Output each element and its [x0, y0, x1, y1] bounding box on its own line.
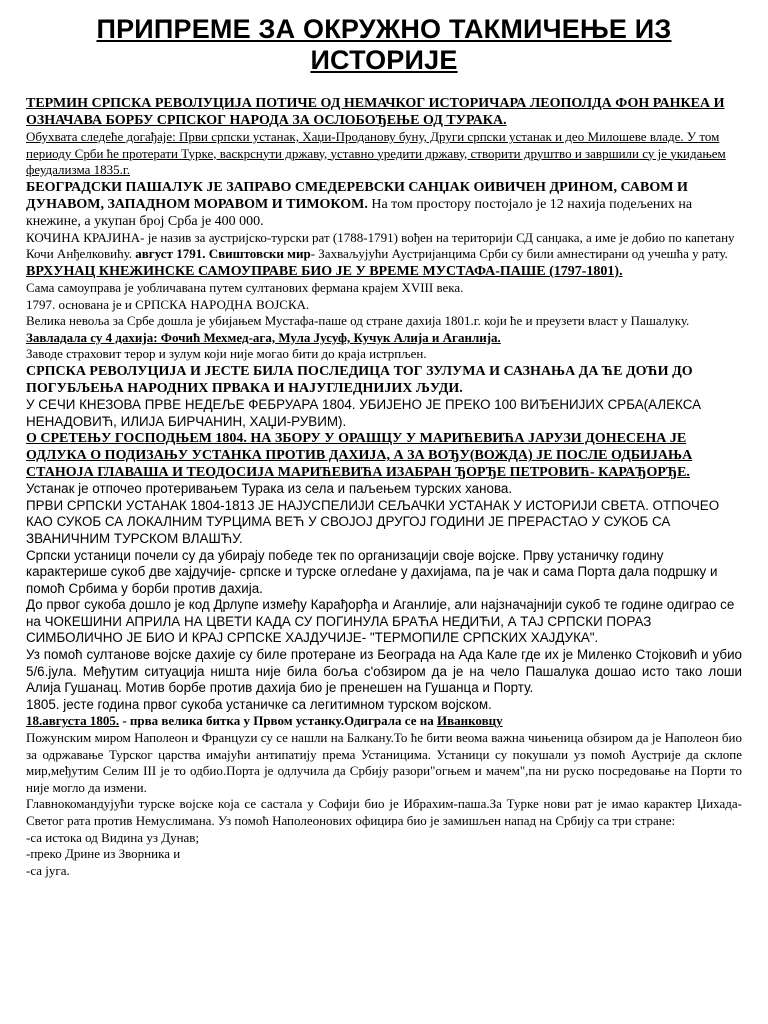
first-uprising-paragraph: ПРВИ СРПСКИ УСТАНАК 1804-1813 ЈЕ НАЈУСПЕЛИЈИ СЕЉАЧКИ УСТАНАК У ИСТОРИЈИ СВЕТА. ОТПОЧЕО КАО СУКОБ СА ЛОКАЛНИМ ТУРЦИМА ВЕЋ У СВОЈОЈ ДРУГОЈ ГОДИНИ ЈЕ ПРЕРАСТАО У СУКОБ СА ЗВАНИЧНИМ ТУРСКОМ ВЛАШЋУ.: [26, 497, 720, 546]
pashaluk-heading: БЕОГРАДСКИ ПАШАЛУК ЈЕ ЗАПРАВО СМЕДЕРЕВСКИ САНЏАК ОИВИЧЕН ДРИНОМ, САВОМ И ДУНАВОМ, ЗАПАДНОМ МОРАВОМ И ТИМОКОМ.: [26, 179, 688, 212]
pressburg-paragraph: Пожунским миром Наполеон и Француzи су се нашли на Балкану.То ће бити веома важна чињеница обзиром да је Наполеон био за одржавање Турског царства имајући антипатију према Устаницима. Устаници су покушали уз помоћ Аустрије да склопе мир,међутим Селим III је то одбио.Порта је одлучила да Србију разори"огњем и мачем",па ни руско посредовање на Порти то није могло да измени.: [26, 730, 742, 795]
ada-kale-paragraph: Уз помоћ султанове војске дахије су биле протеране из Београда на Ада Кале где их је Миленко Стојковић и убио 5/6.јула. Међутим ситуација ништа није била боља с'обзиром да је на чело Пашалука дошао исто тако лоши Алија Гушанац. Мотив борбе против дахија био је пренешен на Гушанца и Порту.: [26, 647, 742, 696]
kocina-krajina-paragraph: [26, 230, 742, 263]
amnesty-text: - Захваљујући Аустријанцима Срби су били амнестирани од учешћа у рату.: [310, 246, 728, 262]
kocina-krajina-text: КОЧИНА КРАЈИНА- је назив за аустријско-турски рат (1788-1791) вођен на територији СД санџака, а име је добио по капетану Кочи Анђелковићу.: [26, 229, 735, 262]
page-title: ПРИПРЕМЕ ЗА ОКРУЖНО ТАКМИЧЕЊЕ ИЗ ИСТОРИЈЕ: [96, 14, 672, 75]
self-government-heading: ВРХУНАЦ КНЕЖИНСКЕ САМОУПРАВЕ БИО ЈЕ У ВРЕМЕ МУСТАФА-ПАШЕ (1797-1801).: [26, 263, 623, 279]
seca-knezova-paragraph: У СЕЧИ КНЕЗОВА ПРВЕ НЕДЕЉЕ ФЕБРУАРА 1804. УБИЈЕНО ЈЕ ПРЕКО 100 ВИЂЕНИЈИХ СРБА(АЛЕКСА НЕНАДОВИЋ, ИЛИЈА БИРЧАНИН, ХАЏИ-РУВИМ).: [26, 396, 701, 429]
fermans-paragraph: Сама самоуправа је уобличавана путем султанових фермана крајем XVIII века.: [26, 279, 464, 295]
svistov-peace-label: август 1791. Свиштовски мир: [135, 246, 311, 262]
first-clash-text: До првог сукоба дошло је код Дрлупе између Карађорђа и Аганлије, али најзначајнији сукоб те године одиграо се на: [26, 597, 735, 629]
first-clash-paragraph: [26, 597, 742, 647]
events-paragraph: Обухвата следеће догађаје: Први српски устанак, Хаџи-Проданову буну, Други српски устанак и део Милошеве владе. У том периоду Срби ће протерати Турке, васкрснути државу, уставно уредити државу, створити друштво и завршили су је укидањем феудализма 1835.г.: [26, 129, 726, 178]
pashaluk-paragraph: [26, 179, 742, 230]
army-paragraph: 1797. основана је и СРПСКА НАРОДНА ВОЈСКА.: [26, 296, 310, 312]
list-item: -са истока од Видина уз Дунав;: [26, 829, 200, 845]
revolution-cause-paragraph: СРПСКА РЕВОЛУЦИЈА И ЈЕСТЕ БИЛА ПОСЛЕДИЦА ТОГ ЗУЛУМА И САЗНАЊА ДА ЋЕ ДОЋИ ДО ПОГУБЉЕЊА НАРОДНИХ ПРВАКА И НАЈУГЛЕДНИЈИХ ЉУДИ.: [26, 363, 693, 396]
ivankovac-date: 18.августа 1805.: [26, 713, 120, 729]
ibrahim-pasha-paragraph: Главнокомандујући турске војске која се састала у Софији био је Ибрахим-паша.За Турке нови рат је имао карактер Џихада-Светог рата против Немуслимана. Уз помоћ Наполеонових официра био је замишљен напад на Србију са три стране:: [26, 796, 742, 828]
term-paragraph: ТЕРМИН СРПСКА РЕВОЛУЦИЈА ПОТИЧЕ ОД НЕМАЧКОГ ИСТОРИЧАРА ЛЕОПОЛДА ФОН РАНКЕА И ОЗНАЧАВА БОРБУ СРПСКОГ НАРОДА ЗА ОСЛОБОЂЕЊЕ ОД ТУРАКА.: [26, 96, 725, 128]
sretenje-paragraph: О СРЕТЕЊУ ГОСПОДЊЕМ 1804. НА ЗБОРУ У ОРАШЦУ У МАРИЋЕВИЋА ЈАРУЗИ ДОНЕСЕНА ЈЕ ОДЛУКА О ПОДИЗАЊУ УСТАНКА ПРОТИВ ДАХИЈА, А ЗА ВОЂУ(ВОЖДА) ЈЕ ПОСЛЕ ОДБИЈАЊА СТАНОЈА ГЛАВАША И ТЕОДОСИЈА МАРИЋЕВИЋА ИЗАБРАН ЂОРЂЕ ПЕТРОВИЋ- КАРАЂОРЂЕ.: [26, 431, 693, 481]
ivankovac-paragraph: [26, 713, 742, 730]
ivankovac-text: - прва велика битка у Првом устанку.Одиграла се на: [119, 713, 437, 729]
mustafa-pasha-paragraph: Велика невоља за Србе дошла је убијањем Мустафа-паше од стране дахија 1801.г. који ће и преузети власт у Пашалуку.: [26, 313, 690, 329]
cokesina-text: ЧОКЕШИНИ АПРИЛА НА ЦВЕТИ КАДА СУ ПОГИНУЛА БРАЋА НЕДИЋИ, А ТАЈ СРПСКИ ПОРАЗ СИМБОЛИЧНО ЈЕ БИО И КРАЈ СРПСКЕ ХАЈДУЧИЈЕ- "ТЕРМОПИЛЕ СРПСКИХ ХАЈДУКА".: [26, 613, 652, 646]
list-item: -са југа.: [26, 862, 70, 878]
uprising-start-paragraph: Устанак је отпочео протеривањем Турака из села и паљењем турских ханова.: [26, 481, 513, 497]
pashaluk-text: На том простору постојало је 12 нахија подељених на кнежине, а укупан број Срба је 400 000.: [26, 196, 693, 229]
dahijas-paragraph: Завладала су 4 дахија: Фочић Мехмед-ага, Мула Јусуф, Кучук Алија и Аганлија.: [26, 329, 501, 345]
document-page: [26, 14, 742, 879]
terror-paragraph: Заводе страховит терор и зулум који није могао бити до краја истрпљен.: [26, 346, 427, 362]
ivankovac-place: Иванковцу: [436, 713, 503, 729]
year-1805-paragraph: 1805. јесте година првог сукоба устаничке са легитимном турском војском.: [26, 696, 492, 712]
victories-paragraph: Српски устаници почели су да убирају победе тек по организацији своје војске. Прву устаничку годину карактерише сукоб две хајдучије- српске и турске оглedaне у дахијама, па је чак и сама Порта дала подршку и помоћ Србима у борби против дахија.: [26, 547, 718, 596]
list-item: -преко Дрине из Зворника и: [26, 846, 181, 862]
